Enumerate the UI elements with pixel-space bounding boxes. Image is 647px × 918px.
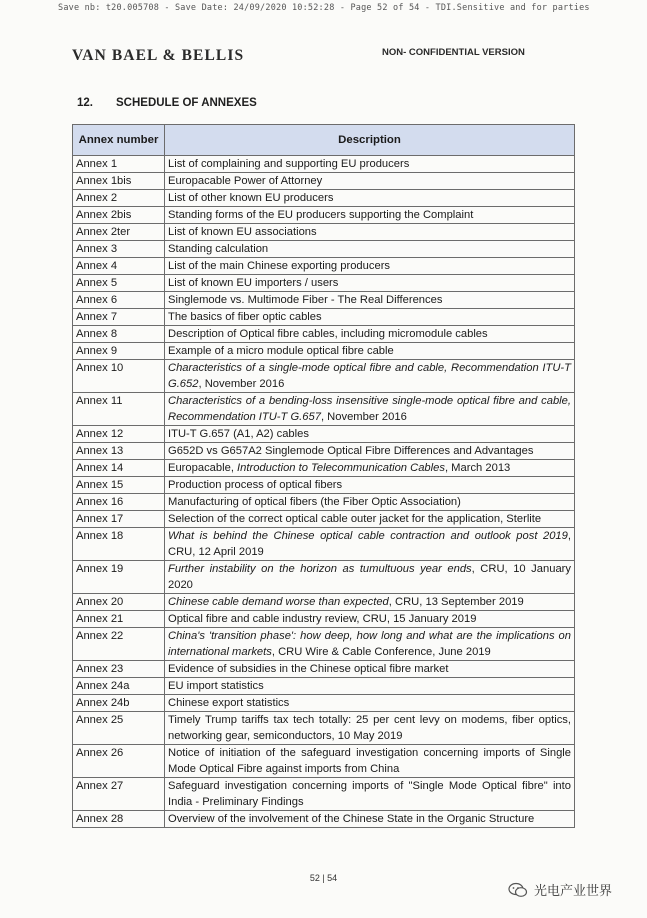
table-row bbox=[73, 443, 575, 460]
table-row bbox=[73, 360, 575, 393]
annex-description-cell bbox=[165, 426, 575, 443]
table-row bbox=[73, 611, 575, 628]
description-text: Europacable Power of Attorney bbox=[168, 175, 323, 187]
table-row bbox=[73, 275, 575, 292]
table-row bbox=[73, 511, 575, 528]
table-row bbox=[73, 494, 575, 511]
annex-description-cell bbox=[165, 309, 575, 326]
annex-description-cell bbox=[165, 611, 575, 628]
annex-description-cell bbox=[165, 628, 575, 661]
description-italic-text: Introduction to Telecommunication Cables bbox=[237, 462, 445, 474]
table-row bbox=[73, 594, 575, 611]
table-row bbox=[73, 561, 575, 594]
table-row bbox=[73, 678, 575, 695]
table-row bbox=[73, 460, 575, 477]
table-row bbox=[73, 207, 575, 224]
description-italic-text: Further instability on the horizon as tumultuous year ends bbox=[168, 563, 472, 575]
table-row bbox=[73, 426, 575, 443]
annex-description-cell bbox=[165, 173, 575, 190]
annex-number-cell: Annex 18 bbox=[73, 528, 165, 561]
annex-description-cell bbox=[165, 292, 575, 309]
table-row bbox=[73, 292, 575, 309]
table-row bbox=[73, 224, 575, 241]
wechat-icon bbox=[508, 882, 528, 898]
description-text: List of known EU associations bbox=[168, 226, 317, 238]
annex-number-cell: Annex 24a bbox=[73, 678, 165, 695]
annex-description-cell bbox=[165, 745, 575, 778]
description-text: Manufacturing of optical fibers (the Fiber Optic Association) bbox=[168, 496, 461, 508]
annex-description-cell bbox=[165, 511, 575, 528]
annex-number-cell: Annex 27 bbox=[73, 778, 165, 811]
annex-description-cell bbox=[165, 561, 575, 594]
annex-number-cell: Annex 1 bbox=[73, 156, 165, 173]
table-row bbox=[73, 528, 575, 561]
description-text: List of other known EU producers bbox=[168, 192, 334, 204]
table-row bbox=[73, 190, 575, 207]
annex-description-cell bbox=[165, 156, 575, 173]
annex-description-cell bbox=[165, 811, 575, 828]
annex-description-cell bbox=[165, 343, 575, 360]
description-text: G652D vs G657A2 Singlemode Optical Fibre Differences and Advantages bbox=[168, 445, 534, 457]
description-text: List of known EU importers / users bbox=[168, 277, 339, 289]
description-text: Chinese export statistics bbox=[168, 697, 290, 709]
description-text: Notice of initiation of the safeguard investigation concerning imports of Single Mode Optical Fibre against imports from China bbox=[168, 747, 571, 775]
annex-number-cell: Annex 24b bbox=[73, 695, 165, 712]
table-row bbox=[73, 712, 575, 745]
description-text: Evidence of subsidies in the Chinese optical fibre market bbox=[168, 663, 449, 675]
table-row bbox=[73, 309, 575, 326]
annex-description-cell bbox=[165, 528, 575, 561]
annex-number-cell: Annex 12 bbox=[73, 426, 165, 443]
annex-number-cell: Annex 2ter bbox=[73, 224, 165, 241]
description-text: , CRU, 13 September 2019 bbox=[388, 596, 524, 608]
description-text: Optical fibre and cable industry review, CRU, 15 January 2019 bbox=[168, 613, 477, 625]
annex-description-cell bbox=[165, 494, 575, 511]
annex-description-cell bbox=[165, 460, 575, 477]
table-header-row bbox=[73, 125, 575, 156]
confidentiality-label: NON- CONFIDENTIAL VERSION bbox=[382, 47, 525, 58]
description-italic-text: Characteristics of a bending-loss insensitive single-mode optical fibre and cable, Recommendation ITU-T G.657 bbox=[168, 395, 571, 423]
description-italic-text: Chinese cable demand worse than expected bbox=[168, 596, 389, 608]
description-text: Selection of the correct optical cable outer jacket for the application, Sterlite bbox=[168, 513, 542, 525]
annex-number-cell: Annex 2bis bbox=[73, 207, 165, 224]
annex-description-cell bbox=[165, 678, 575, 695]
annex-number-header: Annex number bbox=[73, 125, 165, 156]
table-row bbox=[73, 695, 575, 712]
annex-number-cell: Annex 13 bbox=[73, 443, 165, 460]
annex-number-cell: Annex 2 bbox=[73, 190, 165, 207]
annex-description-cell bbox=[165, 224, 575, 241]
table-row bbox=[73, 661, 575, 678]
table-row bbox=[73, 778, 575, 811]
annex-description-cell bbox=[165, 258, 575, 275]
annex-number-cell: Annex 19 bbox=[73, 561, 165, 594]
section-number: 12. bbox=[77, 97, 93, 109]
annex-description-cell bbox=[165, 241, 575, 258]
annex-number-cell: Annex 1bis bbox=[73, 173, 165, 190]
annex-number-cell: Annex 20 bbox=[73, 594, 165, 611]
annex-description-cell bbox=[165, 360, 575, 393]
table-row bbox=[73, 258, 575, 275]
annex-number-cell: Annex 10 bbox=[73, 360, 165, 393]
description-italic-text: Characteristics of a single-mode optical fibre and cable, Recommendation ITU-T G.652 bbox=[168, 362, 571, 390]
annex-number-cell: Annex 11 bbox=[73, 393, 165, 426]
description-text: Standing calculation bbox=[168, 243, 269, 255]
annex-table bbox=[72, 124, 575, 828]
description-text: Safeguard investigation concerning imports of "Single Mode Optical fibre" into India - Preliminary Findings bbox=[168, 780, 571, 808]
section-title: SCHEDULE OF ANNEXES bbox=[116, 97, 257, 109]
annex-description-cell bbox=[165, 778, 575, 811]
annex-number-cell: Annex 8 bbox=[73, 326, 165, 343]
table-row bbox=[73, 326, 575, 343]
annex-number-cell: Annex 25 bbox=[73, 712, 165, 745]
description-text: Description of Optical fibre cables, including micromodule cables bbox=[168, 328, 488, 340]
firm-name: VAN BAEL & BELLIS bbox=[72, 47, 245, 64]
annex-number-cell: Annex 15 bbox=[73, 477, 165, 494]
table-row bbox=[73, 811, 575, 828]
table-row bbox=[73, 173, 575, 190]
annex-number-cell: Annex 9 bbox=[73, 343, 165, 360]
section-heading bbox=[77, 97, 257, 109]
table-row bbox=[73, 628, 575, 661]
annex-number-cell: Annex 17 bbox=[73, 511, 165, 528]
annex-description-cell bbox=[165, 712, 575, 745]
table-row bbox=[73, 241, 575, 258]
description-text: The basics of fiber optic cables bbox=[168, 311, 322, 323]
description-text: Production process of optical fibers bbox=[168, 479, 343, 491]
table-row bbox=[73, 477, 575, 494]
description-text: EU import statistics bbox=[168, 680, 264, 692]
annex-number-cell: Annex 26 bbox=[73, 745, 165, 778]
annex-description-cell bbox=[165, 190, 575, 207]
annex-number-cell: Annex 4 bbox=[73, 258, 165, 275]
annex-description-cell bbox=[165, 326, 575, 343]
annex-number-cell: Annex 3 bbox=[73, 241, 165, 258]
description-text: , CRU, 10 January 2020 bbox=[168, 563, 571, 591]
description-text: Europacable, bbox=[168, 462, 238, 474]
description-text: List of the main Chinese exporting producers bbox=[168, 260, 391, 272]
annex-number-cell: Annex 22 bbox=[73, 628, 165, 661]
description-text: Standing forms of the EU producers supporting the Complaint bbox=[168, 209, 474, 221]
description-text: Timely Trump tariffs tax tech totally: 25 per cent levy on modems, fiber optics, networking gear, semiconductors, 10 May 2019 bbox=[168, 714, 571, 742]
description-text: Singlemode vs. Multimode Fiber - The Real Differences bbox=[168, 294, 443, 306]
description-text: Example of a micro module optical fibre cable bbox=[168, 345, 394, 357]
table-row bbox=[73, 393, 575, 426]
annex-description-cell bbox=[165, 594, 575, 611]
description-text: , March 2013 bbox=[444, 462, 511, 474]
description-italic-text: What is behind the Chinese optical cable contraction and outlook post 2019 bbox=[168, 530, 568, 542]
page-number: 52 | 54 bbox=[309, 873, 338, 883]
table-row bbox=[73, 745, 575, 778]
description-text: ITU-T G.657 (A1, A2) cables bbox=[168, 428, 309, 440]
watermark bbox=[508, 880, 612, 899]
annex-number-cell: Annex 16 bbox=[73, 494, 165, 511]
table-row bbox=[73, 343, 575, 360]
description-text: , CRU, 12 April 2019 bbox=[168, 530, 571, 558]
annex-number-cell: Annex 21 bbox=[73, 611, 165, 628]
annex-number-cell: Annex 28 bbox=[73, 811, 165, 828]
annex-number-cell: Annex 23 bbox=[73, 661, 165, 678]
annex-description-cell bbox=[165, 275, 575, 292]
description-text: , CRU Wire & Cable Conference, June 2019 bbox=[271, 646, 491, 658]
description-text: List of complaining and supporting EU producers bbox=[168, 158, 410, 170]
annex-number-cell: Annex 14 bbox=[73, 460, 165, 477]
description-text: , November 2016 bbox=[320, 411, 407, 423]
annex-number-cell: Annex 5 bbox=[73, 275, 165, 292]
annex-description-cell bbox=[165, 477, 575, 494]
annex-description-cell bbox=[165, 661, 575, 678]
watermark-text: 光电产业世界 bbox=[534, 883, 613, 898]
annex-description-cell bbox=[165, 393, 575, 426]
description-italic-text: China's 'transition phase': how deep, how long and what are the implications on international markets bbox=[168, 630, 571, 658]
description-text: , November 2016 bbox=[198, 378, 285, 390]
annex-number-cell: Annex 7 bbox=[73, 309, 165, 326]
description-header: Description bbox=[165, 125, 575, 156]
description-text: Overview of the involvement of the Chinese State in the Organic Structure bbox=[168, 813, 535, 825]
annex-description-cell bbox=[165, 695, 575, 712]
annex-description-cell bbox=[165, 207, 575, 224]
save-stamp: Save nb: t20.005708 - Save Date: 24/09/2020 10:52:28 - Page 52 of 54 - TDI.Sensitive and for parties bbox=[58, 3, 590, 13]
annex-table-body bbox=[73, 156, 575, 828]
annex-number-cell: Annex 6 bbox=[73, 292, 165, 309]
table-row bbox=[73, 156, 575, 173]
annex-description-cell bbox=[165, 443, 575, 460]
